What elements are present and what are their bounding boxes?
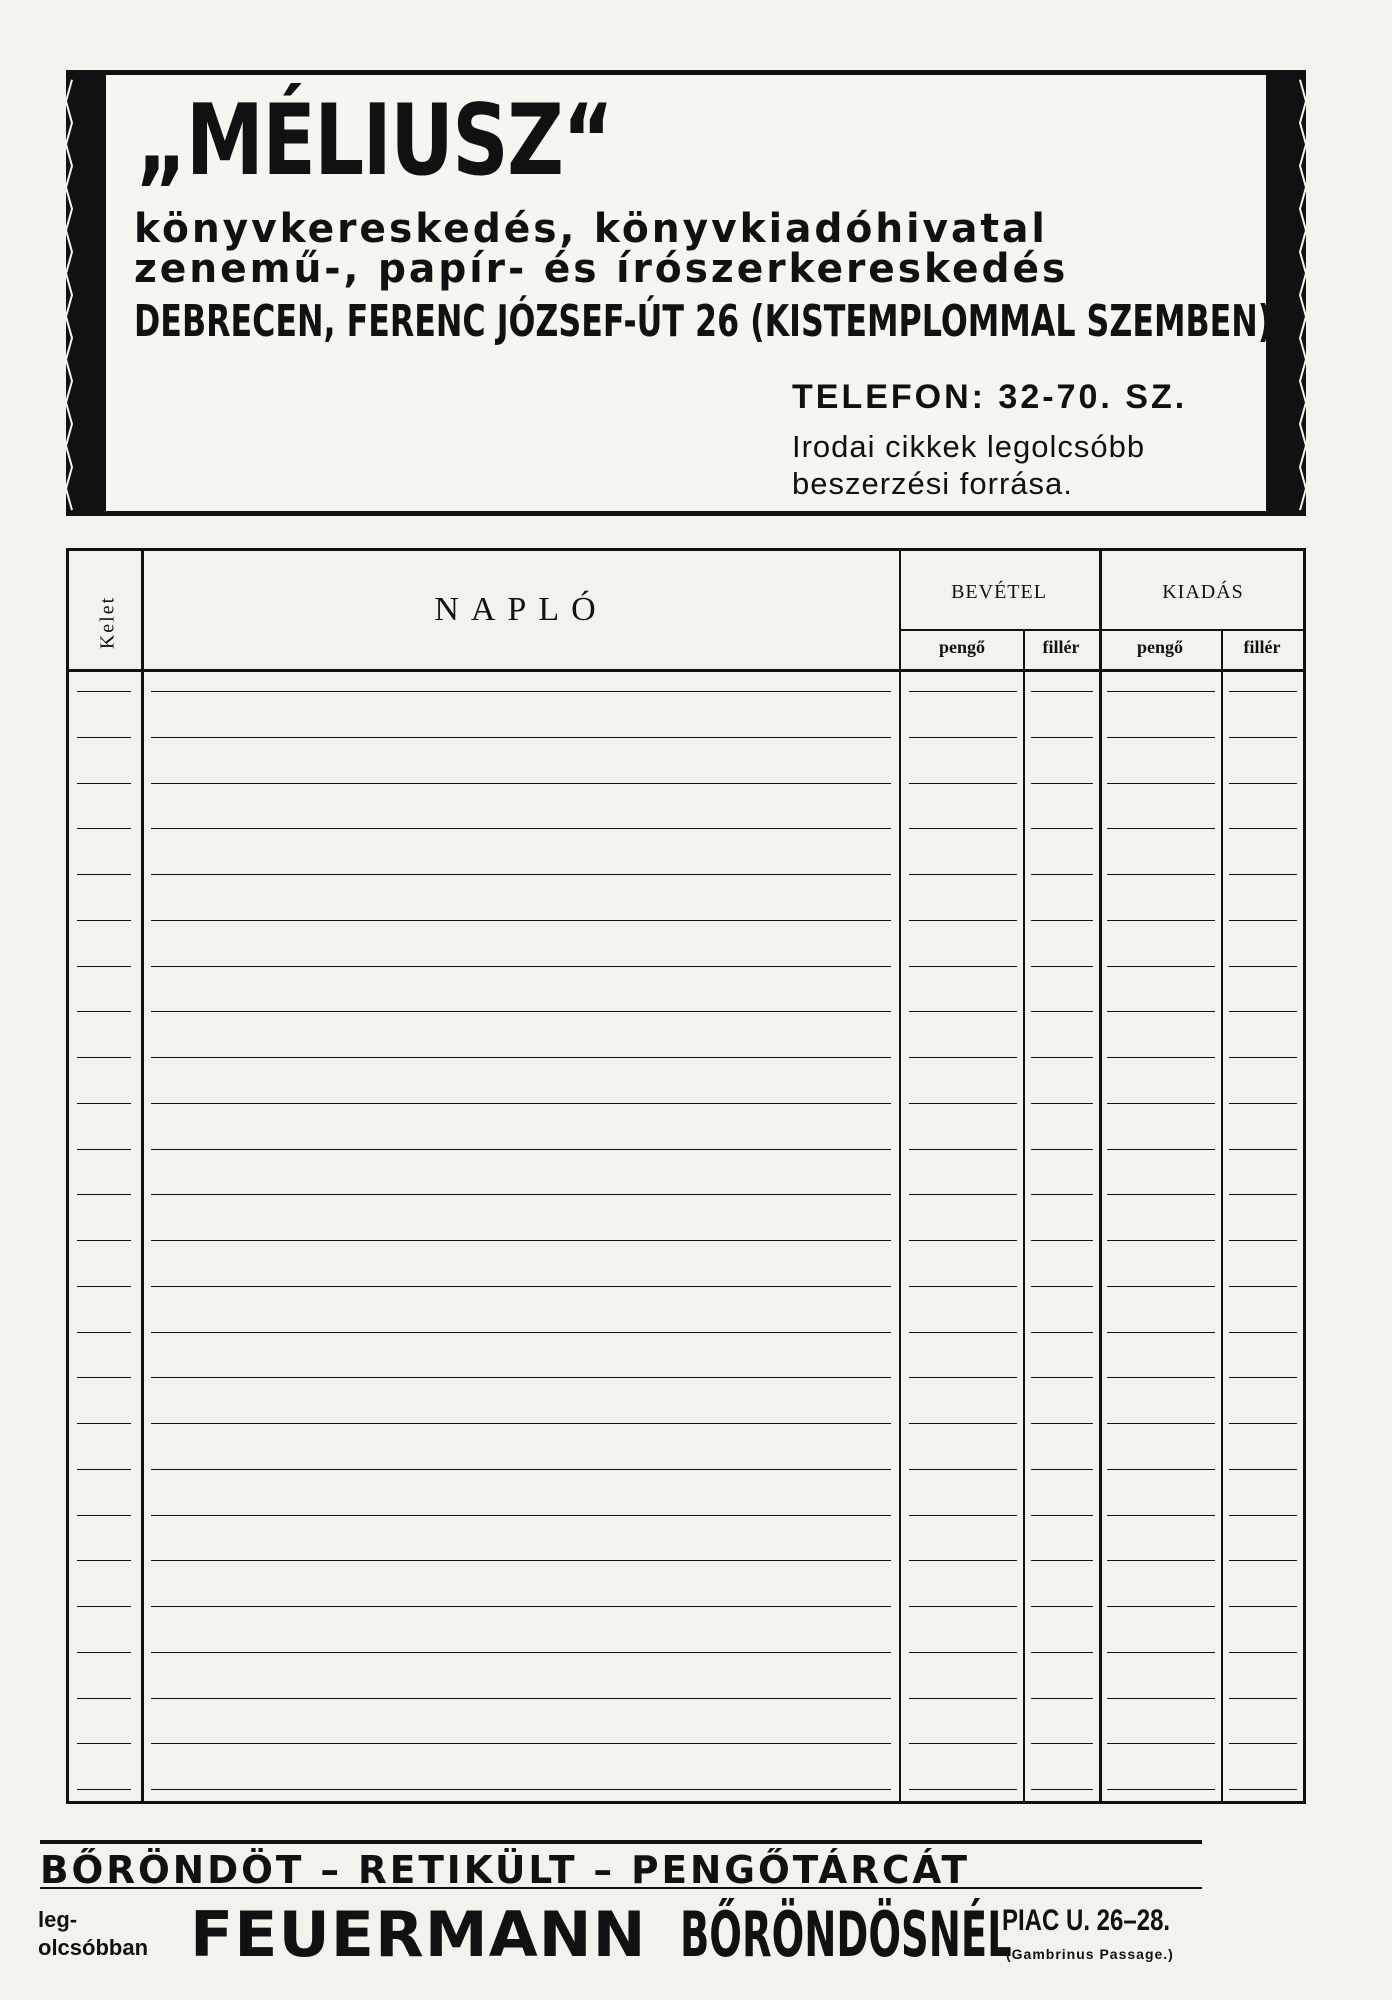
ledger-row-rule: [151, 1560, 891, 1561]
ledger-row-rule: [151, 874, 891, 875]
ledger-row-rule: [1031, 1240, 1093, 1241]
ledger-row-rule: [1031, 1469, 1093, 1470]
cheapest-label: [38, 1906, 148, 1962]
ledger-row-rule: [1031, 1698, 1093, 1699]
ledger-row-rule: [77, 874, 131, 875]
ledger-row-rule: [1229, 1103, 1297, 1104]
ledger-row-rule: [1229, 1789, 1297, 1790]
expense-pengo-header: pengő: [1136, 637, 1183, 657]
ledger-row-rule: [1229, 1011, 1297, 1012]
ledger-row-rule: [1107, 1652, 1215, 1653]
ledger-row-rule: [909, 828, 1017, 829]
ledger-row-rule: [77, 1469, 131, 1470]
ledger-row-rule: [1229, 1743, 1297, 1744]
ledger-row-rule: [1229, 966, 1297, 967]
ledger-row-rule: [909, 1698, 1017, 1699]
left-zigzag-border: [66, 70, 106, 516]
ledger-row-rule: [909, 1560, 1017, 1561]
ledger-row-rule: [1107, 1103, 1215, 1104]
ledger-row-rule: [1107, 1560, 1215, 1561]
ledger-row-rule: [151, 1423, 891, 1424]
ledger-row-rule: [1031, 966, 1093, 967]
ledger-row-rule: [909, 1286, 1017, 1287]
ledger-row-rule: [151, 1743, 891, 1744]
ledger-row-rule: [151, 1515, 891, 1516]
ledger-row-rule: [1031, 1057, 1093, 1058]
ledger-row-rule: [909, 1652, 1017, 1653]
ledger-row-rule: [1229, 1332, 1297, 1333]
ledger-row-rule: [1031, 1377, 1093, 1378]
ledger-row-rule: [1031, 1743, 1093, 1744]
ledger-row-rule: [1229, 1194, 1297, 1195]
ledger-row-rule: [1229, 828, 1297, 829]
ledger-row-rule: [77, 691, 131, 692]
ledger-row-rule: [77, 1103, 131, 1104]
ledger-row-rule: [909, 1377, 1017, 1378]
expense-filler-header: fillér: [1243, 637, 1281, 657]
ledger-row-rule: [909, 1423, 1017, 1424]
ledger-row-rule: [909, 1743, 1017, 1744]
ledger-row-rule: [1107, 1698, 1215, 1699]
ledger-row-rule: [1229, 1698, 1297, 1699]
ledger-row-rule: [77, 828, 131, 829]
ledger-row-rule: [77, 1789, 131, 1790]
ledger-row-rule: [151, 1652, 891, 1653]
ledger-row-rule: [151, 691, 891, 692]
ledger-row-rule: [1107, 1743, 1215, 1744]
ledger-row-rule: [77, 1606, 131, 1607]
ledger-row-rule: [1229, 1606, 1297, 1607]
ledger-row-rule: [151, 1286, 891, 1287]
ledger-row-rule: [1229, 1057, 1297, 1058]
ledger-row-rule: [77, 737, 131, 738]
ledger-row-rule: [1107, 1423, 1215, 1424]
ledger-row-rule: [77, 1194, 131, 1195]
business-line-1: könyvkereskedés, könyvkiadóhivatal: [134, 206, 1048, 252]
ledger-row-rule: [1031, 1560, 1093, 1561]
ledger-row-rule: [151, 1789, 891, 1790]
ledger-row-rule: [909, 1149, 1017, 1150]
slogan-line-1: Irodai cikkek legolcsóbb: [792, 429, 1146, 464]
ledger-row-rule: [909, 1515, 1017, 1516]
ledger-row-rule: [1031, 920, 1093, 921]
ledger-row-rule: [1229, 1377, 1297, 1378]
ledger-table: [66, 548, 1306, 1804]
bottom-ad-divider: [40, 1887, 1202, 1889]
business-line-2: zenemű-, papír- és írószerkereskedés: [134, 246, 1069, 292]
ledger-row-rule: [1031, 1103, 1093, 1104]
income-pengo-header: pengő: [938, 637, 985, 657]
shop-passage: (Gambrinus Passage.): [1006, 1946, 1174, 1962]
ledger-row-rule: [151, 783, 891, 784]
ledger-row-rule: [1031, 1789, 1093, 1790]
subheader-rule: [899, 629, 1303, 631]
ledger-row-rule: [77, 1652, 131, 1653]
ledger-row-rule: [151, 1194, 891, 1195]
ledger-row-rule: [909, 1606, 1017, 1607]
ledger-row-rule: [77, 1423, 131, 1424]
right-zigzag-border: [1266, 70, 1306, 516]
ledger-row-rule: [1229, 1423, 1297, 1424]
ledger-row-rule: [77, 1332, 131, 1333]
ledger-row-rule: [1031, 691, 1093, 692]
ledger-row-rule: [1229, 737, 1297, 738]
ledger-row-rule: [909, 1469, 1017, 1470]
ledger-row-rule: [77, 1057, 131, 1058]
ledger-row-rule: [909, 1011, 1017, 1012]
ledger-row-rule: [1229, 691, 1297, 692]
ledger-row-rule: [1031, 1149, 1093, 1150]
income-header: BEVÉTEL: [951, 581, 1047, 603]
cheapest-line-2: olcsóbban: [38, 1935, 149, 1960]
ledger-row-rule: [1229, 1515, 1297, 1516]
ledger-row-rule: [1107, 1332, 1215, 1333]
ledger-row-rule: [151, 1377, 891, 1378]
ledger-row-rule: [77, 1011, 131, 1012]
income-subcolumn-separator: [1023, 631, 1025, 1801]
expense-header: KIADÁS: [1162, 581, 1244, 603]
income-filler-header: fillér: [1042, 637, 1080, 657]
ledger-row-rule: [1031, 1606, 1093, 1607]
ledger-row-rule: [1107, 1286, 1215, 1287]
ledger-row-rule: [77, 1286, 131, 1287]
ledger-row-rule: [151, 828, 891, 829]
ledger-row-rule: [1107, 1240, 1215, 1241]
ledger-row-rule: [151, 966, 891, 967]
ledger-row-rule: [909, 874, 1017, 875]
ledger-row-rule: [77, 1149, 131, 1150]
journal-title: NAPLÓ: [434, 591, 608, 628]
brand-name: „MÉLIUSZ“: [136, 84, 613, 198]
ledger-row-rule: [77, 1698, 131, 1699]
ledger-row-rule: [1031, 1286, 1093, 1287]
ledger-row-rule: [1229, 1469, 1297, 1470]
ledger-row-rule: [151, 1103, 891, 1104]
ledger-row-rule: [1229, 874, 1297, 875]
ledger-row-rule: [151, 1698, 891, 1699]
ledger-row-rule: [1107, 1149, 1215, 1150]
ledger-row-rule: [1229, 1240, 1297, 1241]
entry-column-separator: [899, 551, 901, 1801]
ledger-row-rule: [909, 737, 1017, 738]
ledger-row-rule: [151, 1606, 891, 1607]
ledger-row-rule: [77, 966, 131, 967]
ledger-row-rule: [1107, 874, 1215, 875]
ledger-row-rule: [151, 737, 891, 738]
slogan: [792, 428, 1145, 502]
ledger-row-rule: [909, 1057, 1017, 1058]
ledger-row-rule: [151, 920, 891, 921]
ledger-row-rule: [151, 1469, 891, 1470]
address-line: DEBRECEN, FERENC JÓZSEF-ÚT 26 (KISTEMPLOMMAL SZEMBEN): [134, 296, 1273, 347]
ledger-row-rule: [909, 1789, 1017, 1790]
ledger-row-rule: [1229, 1149, 1297, 1150]
ledger-row-rule: [909, 920, 1017, 921]
ledger-row-rule: [1107, 1515, 1215, 1516]
ledger-row-rule: [151, 1011, 891, 1012]
ledger-row-rule: [1229, 783, 1297, 784]
ledger-row-rule: [77, 1743, 131, 1744]
ledger-row-rule: [1031, 1332, 1093, 1333]
date-column-separator: [141, 551, 144, 1801]
ledger-row-rule: [1107, 1057, 1215, 1058]
ledger-row-rule: [77, 1515, 131, 1516]
ledger-row-rule: [77, 1377, 131, 1378]
products-line: BŐRÖNDÖT – RETIKÜLT – PENGŐTÁRCÁT: [40, 1848, 970, 1892]
ledger-row-rule: [1031, 1515, 1093, 1516]
ledger-row-rule: [909, 1240, 1017, 1241]
date-column-header: Kelet: [96, 595, 119, 650]
expense-subcolumn-separator: [1221, 631, 1223, 1801]
ledger-row-rule: [1031, 874, 1093, 875]
shop-owner-name: FEUERMANN: [190, 1898, 647, 1971]
income-expense-separator: [1099, 551, 1102, 1801]
ledger-row-rule: [1229, 1286, 1297, 1287]
ledger-row-rule: [1107, 1789, 1215, 1790]
ledger-row-rule: [1107, 966, 1215, 967]
shop-type: BŐRÖNDÖSNÉL: [680, 1898, 1012, 1971]
ledger-row-rule: [151, 1057, 891, 1058]
ledger-row-rule: [1107, 920, 1215, 921]
ledger-row-rule: [1107, 1469, 1215, 1470]
ledger-row-rule: [151, 1332, 891, 1333]
ledger-row-rule: [1107, 1377, 1215, 1378]
ledger-row-rule: [909, 691, 1017, 692]
ledger-row-rule: [1107, 828, 1215, 829]
ledger-row-rule: [1229, 1560, 1297, 1561]
ledger-row-rule: [909, 966, 1017, 967]
ledger-row-rule: [1107, 1606, 1215, 1607]
shop-address: PIAC U. 26–28.: [1002, 1904, 1171, 1937]
ledger-row-rule: [1107, 1194, 1215, 1195]
ledger-row-rule: [1031, 828, 1093, 829]
ledger-row-rule: [1031, 783, 1093, 784]
ledger-row-rule: [151, 1149, 891, 1150]
bottom-ad-top-rule: [40, 1840, 1202, 1844]
ledger-row-rule: [1107, 1011, 1215, 1012]
ledger-row-rule: [77, 1560, 131, 1561]
phone-number: TELEFON: 32-70. SZ.: [792, 378, 1188, 416]
ledger-row-rule: [909, 783, 1017, 784]
cheapest-line-1: leg-: [38, 1907, 78, 1932]
ledger-row-rule: [1107, 783, 1215, 784]
ledger-row-rule: [1107, 691, 1215, 692]
ledger-row-rule: [1229, 920, 1297, 921]
ledger-row-rule: [909, 1332, 1017, 1333]
ledger-row-rule: [1031, 1652, 1093, 1653]
ledger-row-rule: [151, 1240, 891, 1241]
ledger-row-rule: [1229, 1652, 1297, 1653]
ledger-row-rule: [1031, 1423, 1093, 1424]
ledger-row-rule: [77, 1240, 131, 1241]
slogan-line-2: beszerzési forrása.: [792, 466, 1073, 501]
ledger-row-rule: [1031, 737, 1093, 738]
ledger-row-rule: [77, 783, 131, 784]
ledger-row-rule: [909, 1194, 1017, 1195]
ledger-row-rule: [909, 1103, 1017, 1104]
ledger-row-rule: [1107, 737, 1215, 738]
ledger-row-rule: [1031, 1011, 1093, 1012]
ledger-row-rule: [1031, 1194, 1093, 1195]
header-bottom-rule: [69, 669, 1303, 672]
ledger-row-rule: [77, 920, 131, 921]
